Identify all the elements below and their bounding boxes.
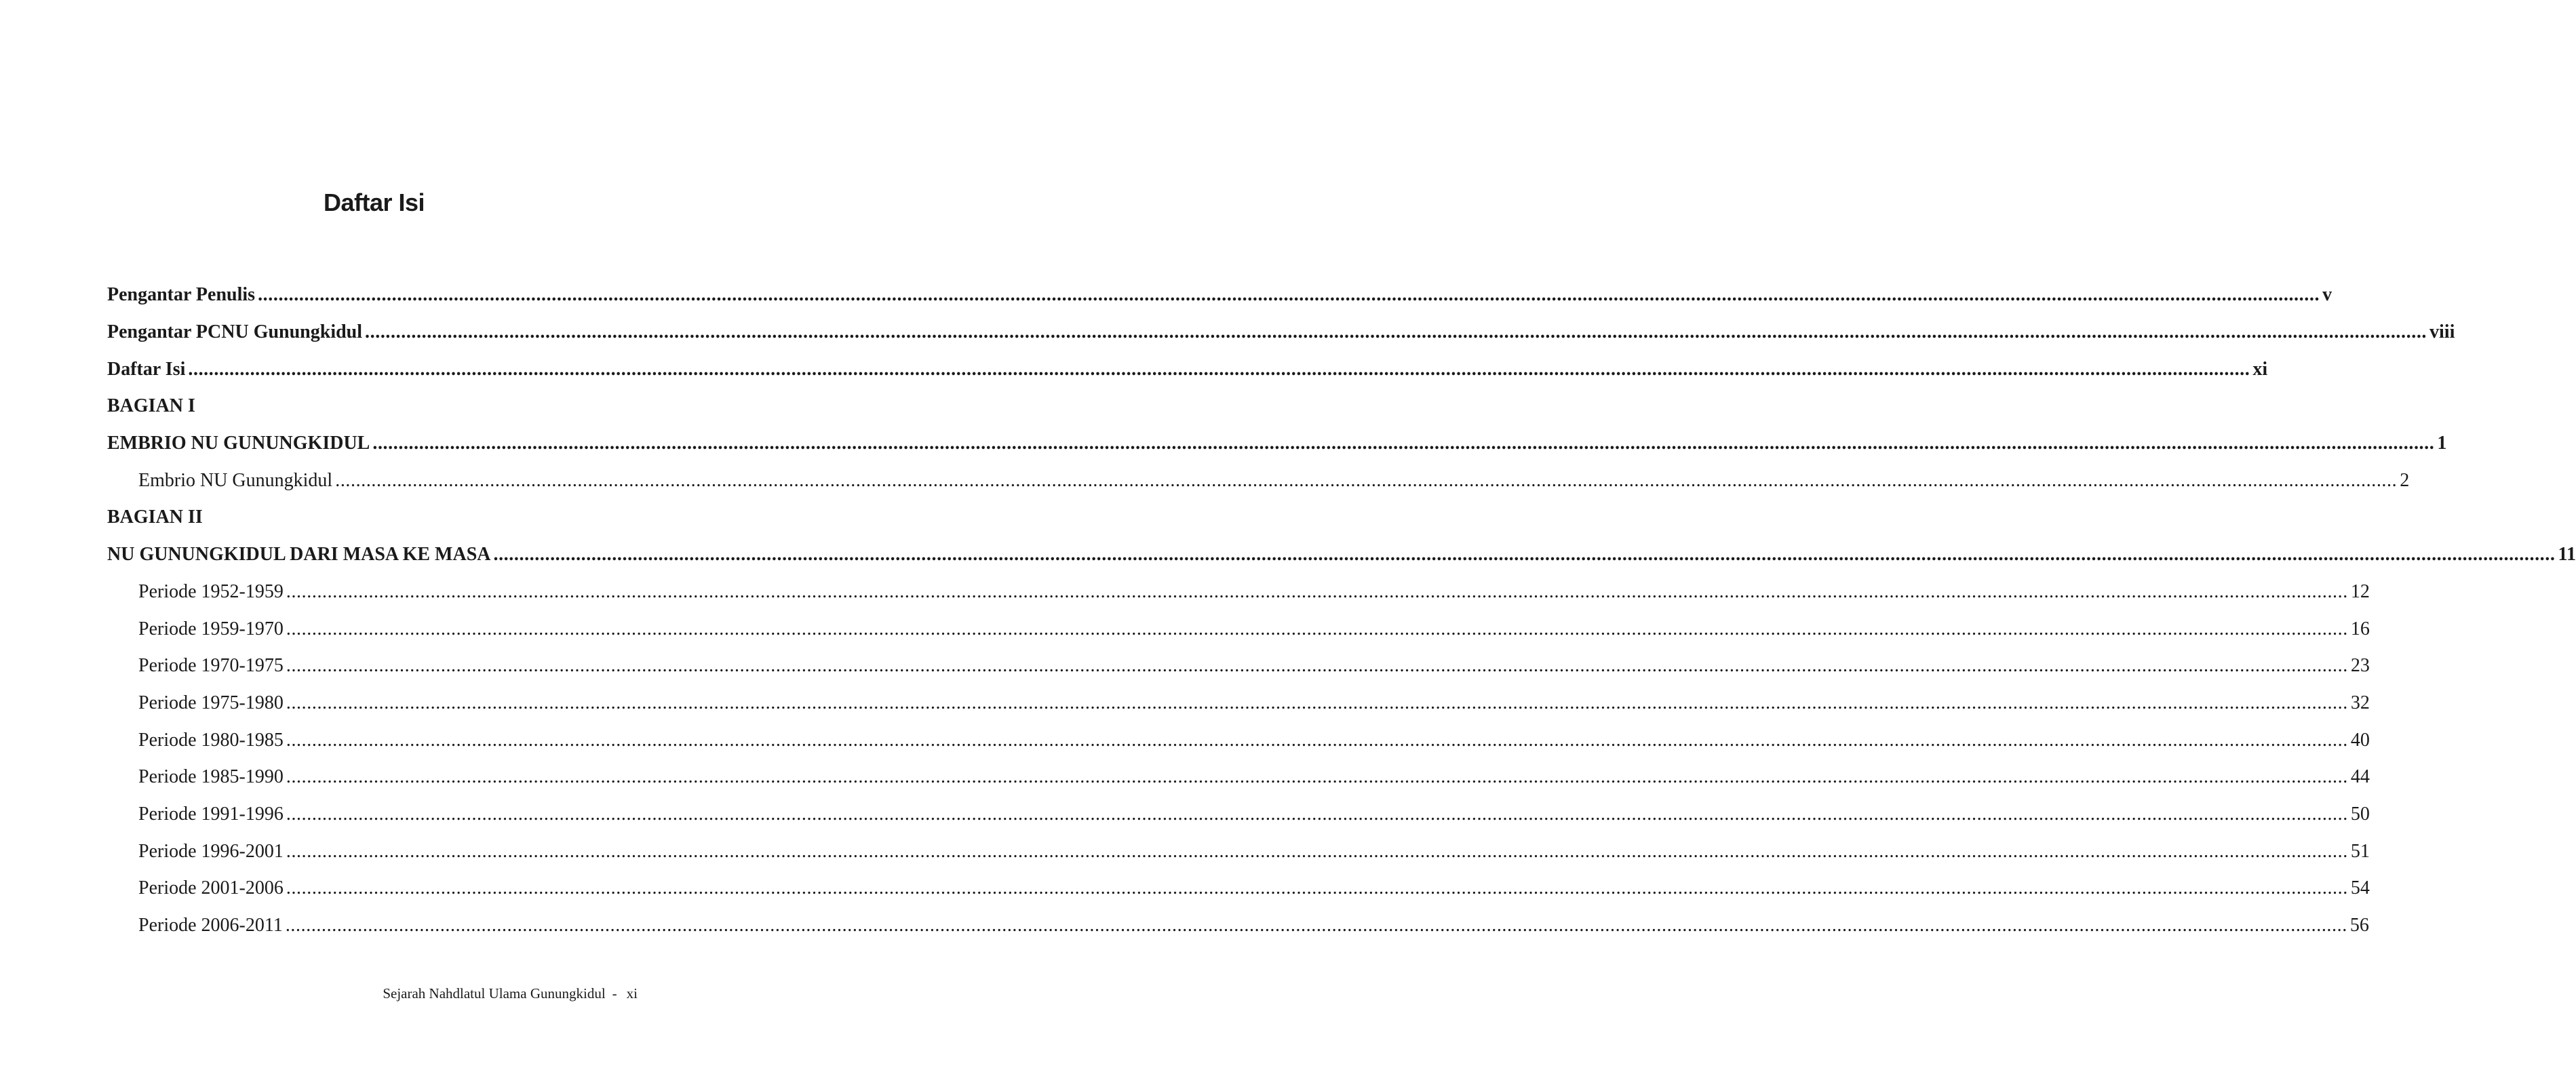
dot-leader: ................................................................................................................................................................................................................................................................................................................................................................................................................: [286, 766, 2348, 788]
toc-entry-page: 51: [2350, 840, 2370, 862]
toc-entry-title: BAGIAN I: [107, 395, 195, 417]
dot-leader: ................................................................................................................................................................................................................................................................................................................................................................................................................: [286, 655, 2348, 677]
dot-leader: ................................................................................................................................................................................................................................................................................................................................................................................................................: [286, 729, 2348, 751]
toc-entry-title: Periode 1952-1959: [138, 580, 284, 602]
toc-entry-title: NU GUNUNGKIDUL DARI MASA KE MASA: [107, 544, 491, 566]
footer-separator: -: [612, 985, 617, 1002]
toc-entry-page: 11: [2558, 544, 2576, 566]
toc-entry-page: v: [2322, 284, 2333, 306]
toc-entry-page: 2: [2400, 469, 2410, 491]
toc-entry[interactable]: [107, 796, 2370, 833]
toc-entry[interactable]: [107, 648, 2370, 685]
toc-entry-page: 54: [2350, 877, 2370, 899]
dot-leader: ................................................................................................................................................................................................................................................................................................................................................................................................................: [286, 580, 2348, 602]
toc-entry[interactable]: [107, 574, 2370, 611]
toc-entry[interactable]: [107, 870, 2370, 907]
toc-entry[interactable]: [107, 351, 2268, 388]
dot-leader: ................................................................................................................................................................................................................................................................................................................................................................................................................: [372, 433, 2435, 454]
dot-leader: ................................................................................................................................................................................................................................................................................................................................................................................................................: [286, 803, 2348, 825]
toc-entry-title: EMBRIO NU GUNUNGKIDUL: [107, 433, 370, 454]
toc-entry-page: 50: [2350, 803, 2370, 825]
toc-entry[interactable]: [107, 907, 2369, 945]
toc-entry[interactable]: [107, 721, 2370, 759]
toc-entry-title: Embrio NU Gunungkidul: [138, 469, 333, 491]
toc-entry-page: 32: [2350, 692, 2370, 713]
toc-entry-title: BAGIAN II: [107, 507, 203, 528]
toc-entry[interactable]: [107, 759, 2370, 796]
toc-entry-title: Periode 1975-1980: [138, 692, 284, 713]
dot-leader: ................................................................................................................................................................................................................................................................................................................................................................................................................: [286, 877, 2348, 899]
dot-leader: ................................................................................................................................................................................................................................................................................................................................................................................................................: [258, 284, 2320, 306]
dot-leader: ................................................................................................................................................................................................................................................................................................................................................................................................................: [286, 692, 2348, 713]
toc-entry[interactable]: [107, 499, 638, 536]
dot-leader: ................................................................................................................................................................................................................................................................................................................................................................................................................: [188, 358, 2250, 380]
toc-entry[interactable]: [107, 314, 2455, 351]
toc-entry-page: 44: [2350, 766, 2370, 788]
toc-entry-title: Periode 2006-2011: [138, 915, 283, 936]
toc-entry-title: Periode 1980-1985: [138, 729, 284, 751]
toc-entry[interactable]: [107, 833, 2370, 870]
toc-entry[interactable]: [107, 388, 638, 425]
dot-leader: ................................................................................................................................................................................................................................................................................................................................................................................................................: [365, 321, 2427, 343]
toc-entry-title: Pengantar PCNU Gunungkidul: [107, 321, 363, 343]
dot-leader: ................................................................................................................................................................................................................................................................................................................................................................................................................: [335, 469, 2398, 491]
toc-entry-page: 23: [2350, 655, 2370, 677]
dot-leader: ................................................................................................................................................................................................................................................................................................................................................................................................................: [286, 618, 2348, 639]
toc-entry[interactable]: [107, 685, 2370, 722]
toc-entry[interactable]: [107, 610, 2370, 648]
toc-entry-page: viii: [2429, 321, 2455, 343]
page-number: xi: [626, 985, 638, 1002]
dot-leader: ................................................................................................................................................................................................................................................................................................................................................................................................................: [286, 840, 2348, 862]
dot-leader: ................................................................................................................................................................................................................................................................................................................................................................................................................: [285, 915, 2347, 936]
toc-entry[interactable]: [107, 536, 2576, 574]
page-footer: [0, 985, 638, 1002]
toc-entry-page: xi: [2252, 358, 2268, 380]
toc-entry-page: 40: [2350, 729, 2370, 751]
toc-entry[interactable]: [107, 277, 2333, 314]
toc-entry-title: Periode 1970-1975: [138, 655, 284, 677]
toc-entry-title: Periode 2001-2006: [138, 877, 284, 899]
table-of-contents: [107, 277, 2576, 944]
toc-entry-title: Pengantar Penulis: [107, 284, 256, 306]
toc-entry[interactable]: [107, 462, 2410, 499]
toc-entry-title: Periode 1991-1996: [138, 803, 284, 825]
toc-entry-title: Periode 1996-2001: [138, 840, 284, 862]
toc-entry-page: 56: [2349, 915, 2369, 936]
toc-entry-page: 12: [2350, 580, 2370, 602]
toc-entry-title: Periode 1985-1990: [138, 766, 284, 788]
toc-entry-title: Periode 1959-1970: [138, 618, 284, 639]
running-title: Sejarah Nahdlatul Ulama Gunungkidul: [383, 985, 606, 1002]
page-title: Daftar Isi: [323, 189, 425, 216]
dot-leader: ................................................................................................................................................................................................................................................................................................................................................................................................................: [493, 544, 2556, 566]
toc-entry-page: 16: [2350, 618, 2370, 639]
toc-entry-title: Daftar Isi: [107, 358, 186, 380]
toc-entry-page: 1: [2437, 433, 2447, 454]
toc-entry[interactable]: [107, 425, 2447, 462]
